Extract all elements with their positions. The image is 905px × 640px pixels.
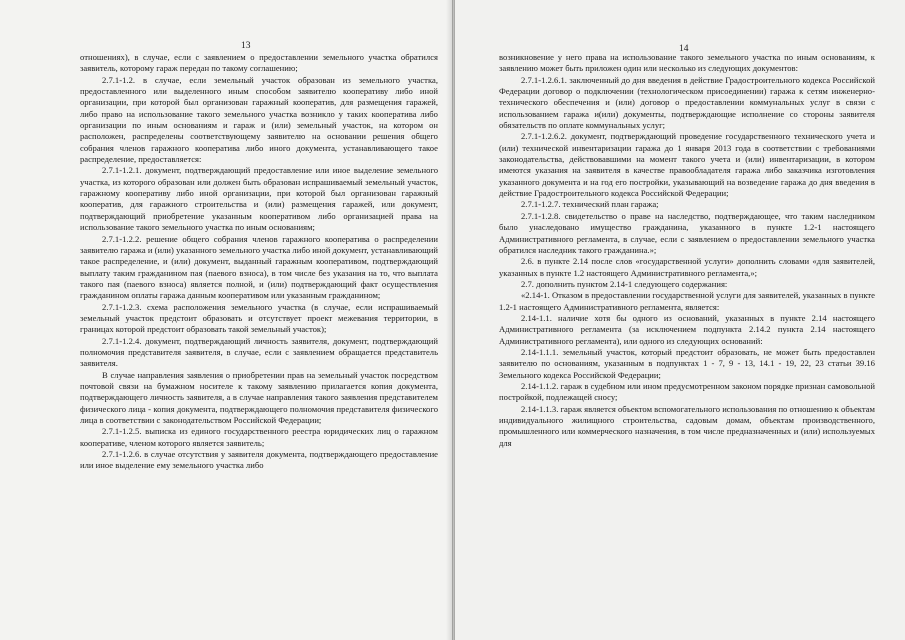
paragraph: 2.7.1-1.2.6.2. документ, подтверждающий проведение государственного технического учета и (или) технической инвентаризации гаража до 1 января 2013 года в соответствии с требованиями законодательства, действовавшими на момент такого учета и (или) инвентаризации, в котором имеются указания на заявителя в качестве правообладателя гаража либо заказчика изготовления указанного документа и на год его постройки, указывающий на возведение гаража до дня введения в действие Градостроительного кодекса Российской Федерации; [499, 131, 875, 199]
paragraph: 2.7.1-1.2.5. выписка из единого государственного реестра юридических лиц о гаражном кооперативе, членом которого является заявитель; [80, 426, 438, 448]
paragraph: 2.7.1-1.2. в случае, если земельный участок образован из земельного участка, предоставленного или выделенного иным способом заявителю кооперативу либо иной организации, при которой был организован гаражный кооператив, для размещения гаражей, либо право на использование такого земельного участка возникло у таких кооператива либо организации по иным основаниям и гараж и (или) земельный участок, на котором он расположен, распределены соответствующему заявителю на основании решения общего собрания членов гаражного кооператива либо иного документа, устанавливающего такое распределение, предоставляется: [80, 74, 438, 165]
page-number: 14 [679, 44, 689, 54]
paragraph: 2.7.1-1.2.1. документ, подтверждающий предоставление или иное выделение земельного участка, из которого образован или должен быть образован испрашиваемый земельный участок, гаражному кооперативу либо иной организации, при которой был организован гаражный кооператив, для гаражного строительства и (или) размещения гаражей, или документ, подтверждающий приобретение указанным кооперативом либо организацией права на использование такого земельного участка по иным основаниям; [80, 165, 438, 233]
page-text [499, 52, 875, 449]
paragraph: отношениях), в случае, если с заявлением о предоставлении земельного участка обратился заявитель, которому гараж передан по такому соглашению; [80, 52, 438, 74]
paragraph: 2.14-1.1.1. земельный участок, который предстоит образовать, не может быть предоставлен заявителю по основаниям, указанным в подпунктах 1 - 7, 9 - 13, 14.1 - 19, 22, 23 статьи 39.16 Земельного кодекса Российской Федерации; [499, 346, 875, 380]
paragraph: возникновение у него права на использование такого земельного участка по иным основаниям, к заявлению может быть приложен один или несколько из следующих документов: [499, 52, 875, 74]
paragraph: 2.7.1-1.2.7. технический план гаража; [521, 199, 659, 210]
paragraph: 2.14-1.1.2. гараж в судебном или ином предусмотренном законом порядке признан самовольной постройкой, подлежащей сносу; [499, 380, 875, 403]
paragraph: 2.7. дополнить пунктом 2.14-1 следующего содержания: [521, 278, 728, 289]
paragraph: 2.6. в пункте 2.14 после слов «государственной услуги» дополнить словами «для заявителей, указанных в пункте 1.2 настоящего Административного регламента,»; [499, 256, 875, 278]
page-text [80, 52, 438, 472]
paragraph: 2.7.1-1.2.2. решение общего собрания членов гаражного кооператива о распределении заявителю гаража и (или) указанного земельного участка либо иной документ, устанавливающий такое распределение, и (или) документ, выданный гаражным кооперативом, подтверждающий выплату таким гражданином пая (паевого взноса), в том числе без указания на то, что выплата такого пая (паевого взноса) является полной, и (или) подтверждающий факт осуществления гражданином оплаты гаража данным кооперативом или указанным гражданином; [80, 233, 438, 301]
left-page [0, 0, 452, 640]
paragraph: 2.7.1-1.2.3. схема расположения земельного участка (в случае, если испрашиваемый земельный участок предстоит образовать и отсутствует проект межевания территории, в границах которой предстоит образовать такой земельный участок); [80, 301, 438, 335]
paragraph: 2.7.1-1.2.8. свидетельство о праве на наследство, подтверждающее, что таким наследником было унаследовано имущество гражданина, указанного в пункте 1.2-1 настоящего Административного регламента, в случае, если с заявлением о предоставлении земельного участка обратился наследник такого гражданина.»; [499, 210, 875, 255]
paragraph: В случае направления заявления о приобретении прав на земельный участок посредством почтовой связи на бумажном носителе к такому заявлению прилагается копия документа, подтверждающего личность заявителя, а в случае направления такого заявления представителем физического лица - копия документа, подтверждающего полномочия представителя физического лица в соответствии с законодательством Российской Федерации; [80, 369, 438, 425]
paragraph: 2.7.1-1.2.4. документ, подтверждающий личность заявителя, документ, подтверждающий полномочия представителя заявителя, в случае, если с заявлением обращается представитель заявителя. [80, 335, 438, 369]
paragraph: 2.14-1.1.3. гараж является объектом вспомогательного использования по отношению к объектам индивидуального жилищного строительства, садовым домам, объектам производственного, промышленного или коммерческого назначения, в том числе предназначенных и (или) используемых для [499, 403, 875, 448]
paragraph: «2.14-1. Отказом в предоставлении государственной услуги для заявителей, указанных в пункте 1.2-1 настоящего Административного регламента, является: [499, 290, 875, 312]
paragraph: 2.7.1-1.2.6.1. заключенный до дня введения в действие Градостроительного кодекса Российской Федерации договор о подключении (технологическом присоединении) гаража к сетям инженерно-технического обеспечения и (или) договор о предоставлении коммунальных услуг в связи с использованием гаража и(или) документы, подтверждающие исполнение со стороны заявителя обязательств по оплате коммунальных услуг; [499, 74, 875, 131]
page-number: 13 [241, 41, 251, 51]
right-page [455, 0, 905, 640]
paragraph: 2.7.1-1.2.6. в случае отсутствия у заявителя документа, подтверждающего предоставление или иное выделение ему земельного участка либо [80, 449, 438, 471]
paragraph: 2.14-1.1. наличие хотя бы одного из оснований, указанных в пункте 2.14 настоящего Административного регламента (за исключением подпункта 2.14.2 пункта 2.14 настоящего Административного регламента), или одного из следующих оснований: [499, 312, 875, 346]
